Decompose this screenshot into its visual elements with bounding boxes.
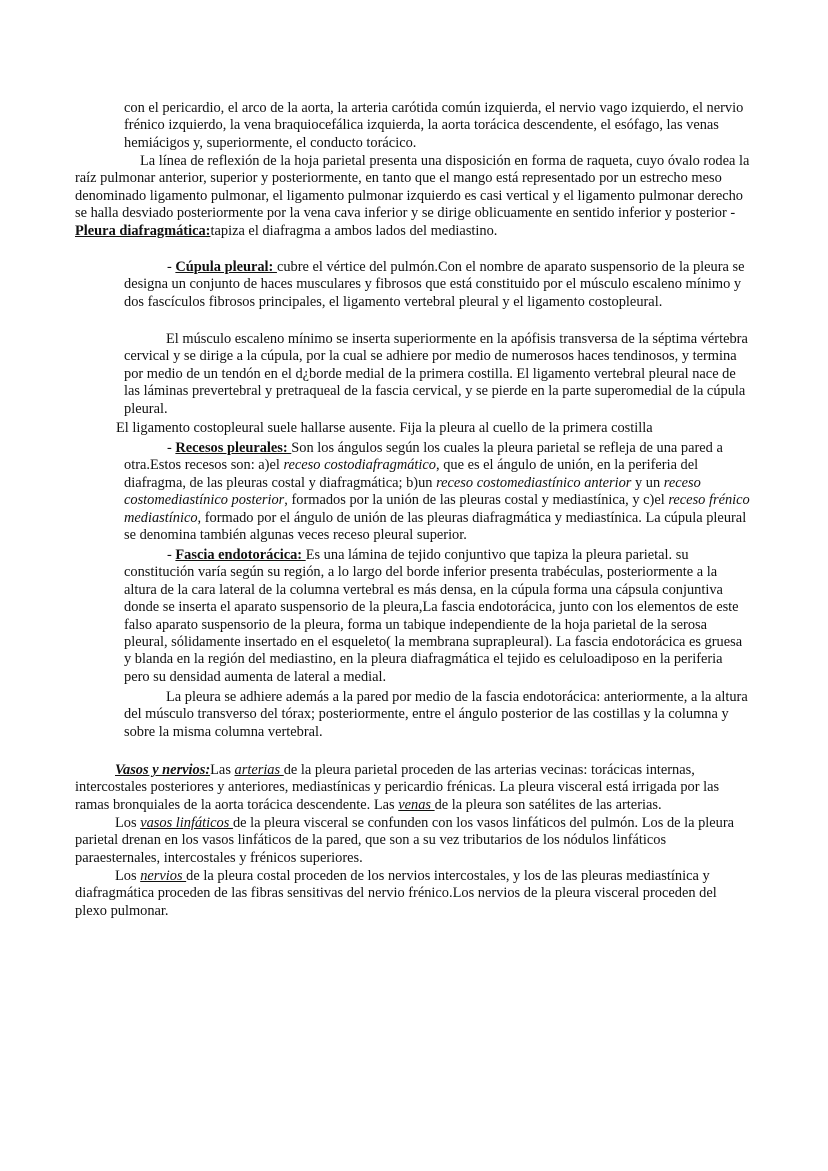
paragraph-text: Las xyxy=(210,762,235,778)
paragraph-text: , formado por el ángulo de unión de las pleuras diafragmática y mediastínica. La cúpula pleural se denomina también algunas veces receso pleural superior. xyxy=(124,509,747,544)
paragraph-vasos-linfaticos xyxy=(75,815,750,867)
paragraph-pleura-adhiere xyxy=(124,689,750,741)
paragraph-text: Es una lámina de tejido conjuntivo que tapiza la pleura parietal. su constitución varía según su región, a lo largo del borde inferior presenta trabéculas, posteriormente a la altura de la cara lateral de la columna vertebral es más densa, en la cúpula forma una cápsula conjuntiva donde se inserta el aparato suspensorio de la pleura,La fascia endotorácica, junto con los elementos de este falso aparato suspensorio de la pleura, forma un tabique independiente de la hoja parietal de la serosa pleural, sólidamente insertado en el esqueleto( la membrana suprapleural). La fascia endotorácica es gruesa y blanda en la región del mediastino, en la pleura diafragmática el tejido es celuloadiposo en la periferia pero su densidad aumenta de lateral a medial. xyxy=(124,547,743,685)
paragraph-text: Los xyxy=(115,815,141,831)
recesos-pleurales-heading: Recesos pleurales: xyxy=(175,440,292,456)
term-receso-costodiafragmatico: receso costodiafragmático xyxy=(283,457,436,474)
paragraph-text: , que es el ángulo de unión, en la periferia del diafragma, de las pleuras costal y diafragmática; b)un xyxy=(124,457,699,491)
term-venas: venas xyxy=(398,796,435,813)
paragraph-text: Son los ángulos según los cuales la pleura parietal se refleja de una pared a otra.Estos recesos son: a)el xyxy=(124,440,723,474)
term-arterias: arterias xyxy=(234,762,284,778)
paragraph-text: cubre el vértice del pulmón.Con el nombre de aparato suspensorio de la pleura se designa un conjunto de haces musculares y fibrosos que está constituido por el músculo escaleno mínimo y dos fascículos fibrosos principales, el ligamento vertebral pleural y el ligamento costopleural. xyxy=(124,259,745,310)
term-receso-costomediastinico-anterior: receso costomediastínico anterior xyxy=(436,474,632,491)
paragraph-text: de la pleura visceral se confunden con los vasos linfáticos del pulmón. Los de la pleura parietal drenan en los vasos linfáticos de la pared, que son a su vez tributarios de los nódulos linfáticos paraesternales, intercostales y frénicos superiores. xyxy=(75,815,735,866)
term-vasos-linfaticos: vasos linfáticos xyxy=(140,815,233,831)
cupula-pleural-heading: Cúpula pleural: xyxy=(175,259,277,275)
paragraph-mediastino-relations xyxy=(124,100,750,152)
paragraph-cupula-pleural xyxy=(124,259,750,311)
term-receso-frenico-mediastinico: receso frénico mediastínico xyxy=(124,492,750,526)
paragraph-text: El ligamento costopleural suele hallarse ausente. Fija la pleura al cuello de la primera costilla xyxy=(116,420,653,436)
fascia-endotoracica-heading: Fascia endotorácica: xyxy=(175,547,306,563)
bullet-dash: - xyxy=(167,440,176,456)
paragraph-nervios xyxy=(75,868,750,920)
paragraph-text: , formados por la unión de las pleuras costal y mediastínica, y c)el xyxy=(284,492,669,509)
term-receso-costomediastinico-posterior: receso costomediastínico posterior xyxy=(124,474,701,509)
paragraph-text: La pleura se adhiere además a la pared por medio de la fascia endotorácica: anteriormente, a la altura del músculo transverso del tórax; posteriormente, entre el ángulo posterior de las costillas y la columna y sobre la misma columna vertebral. xyxy=(124,689,748,740)
paragraph-text: de la pleura son satélites de las arterias. xyxy=(434,796,662,813)
term-nervios: nervios xyxy=(140,868,187,884)
vasos-nervios-heading: Vasos y nervios: xyxy=(115,762,211,778)
paragraph-text: y un xyxy=(631,474,664,491)
paragraph-text: tapiza el diafragma a ambos lados del mediastino. xyxy=(210,222,498,239)
paragraph-reflexion-line xyxy=(75,153,750,240)
bullet-dash: - xyxy=(167,547,176,563)
paragraph-text: El músculo escaleno mínimo se inserta superiormente en la apófisis transversa de la séptima vértebra cervical y se dirige a la cúpula, por la cual se adhiere por medio de numerosos haces tendinosos, y termina por medio de un tendón en el d¿borde medial de la primera costilla. El ligamento vertebral pleural nace de las láminas prevertebral y pretraqueal de la fascia cervical, y se pierde en la parte superomedial de la cúpula pleural. xyxy=(124,331,748,417)
bullet-dash: - xyxy=(167,259,176,275)
paragraph-text: La línea de reflexión de la hoja parietal presenta una disposición en forma de raqueta, cuyo óvalo rodea la raíz pulmonar anterior, superior y posteriormente, en tanto que el mango está representado por un estrecho meso denominado ligamento pulmonar, el ligamento pulmonar izquierdo es casi vertical y el ligamento pulmonar derecho se halla desviado posteriormente por la vena cava inferior y se dirige oblicuamente en sentido inferior y posterior - xyxy=(75,153,750,222)
paragraph-text: con el pericardio, el arco de la aorta, la arteria carótida común izquierda, el nervio vago izquierdo, el nervio frénico izquierdo, la vena braquiocefálica izquierda, la aorta torácica descendente, el esófago, las venas hemiácigos y, superiormente, el conducto torácico. xyxy=(124,100,744,151)
paragraph-vasos-nervios xyxy=(75,762,750,814)
paragraph-fascia-endotoracica xyxy=(124,547,750,686)
paragraph-ligamento-costopleural xyxy=(116,420,750,437)
paragraph-text: de la pleura parietal proceden de las arterias vecinas: torácicas internas, intercostales posteriores y anteriores, mediastínicas y pericardio frénicas. La pleura visceral está irrigada por las ramas bronquiales de la aorta torácica descendente. Las xyxy=(75,762,720,813)
paragraph-text: de la pleura costal proceden de los nervios intercostales, y los de las pleuras mediastínica y diafragmática proceden de las fibras sensitivas del nervio frénico.Los nervios de la pleura visceral proceden del plexo pulmonar. xyxy=(75,868,717,919)
paragraph-text: Los xyxy=(115,868,141,884)
paragraph-escaleno-minimo xyxy=(124,331,750,418)
pleura-diafragmatica-heading: Pleura diafragmática: xyxy=(75,222,211,239)
paragraph-recesos-pleurales xyxy=(124,440,750,544)
